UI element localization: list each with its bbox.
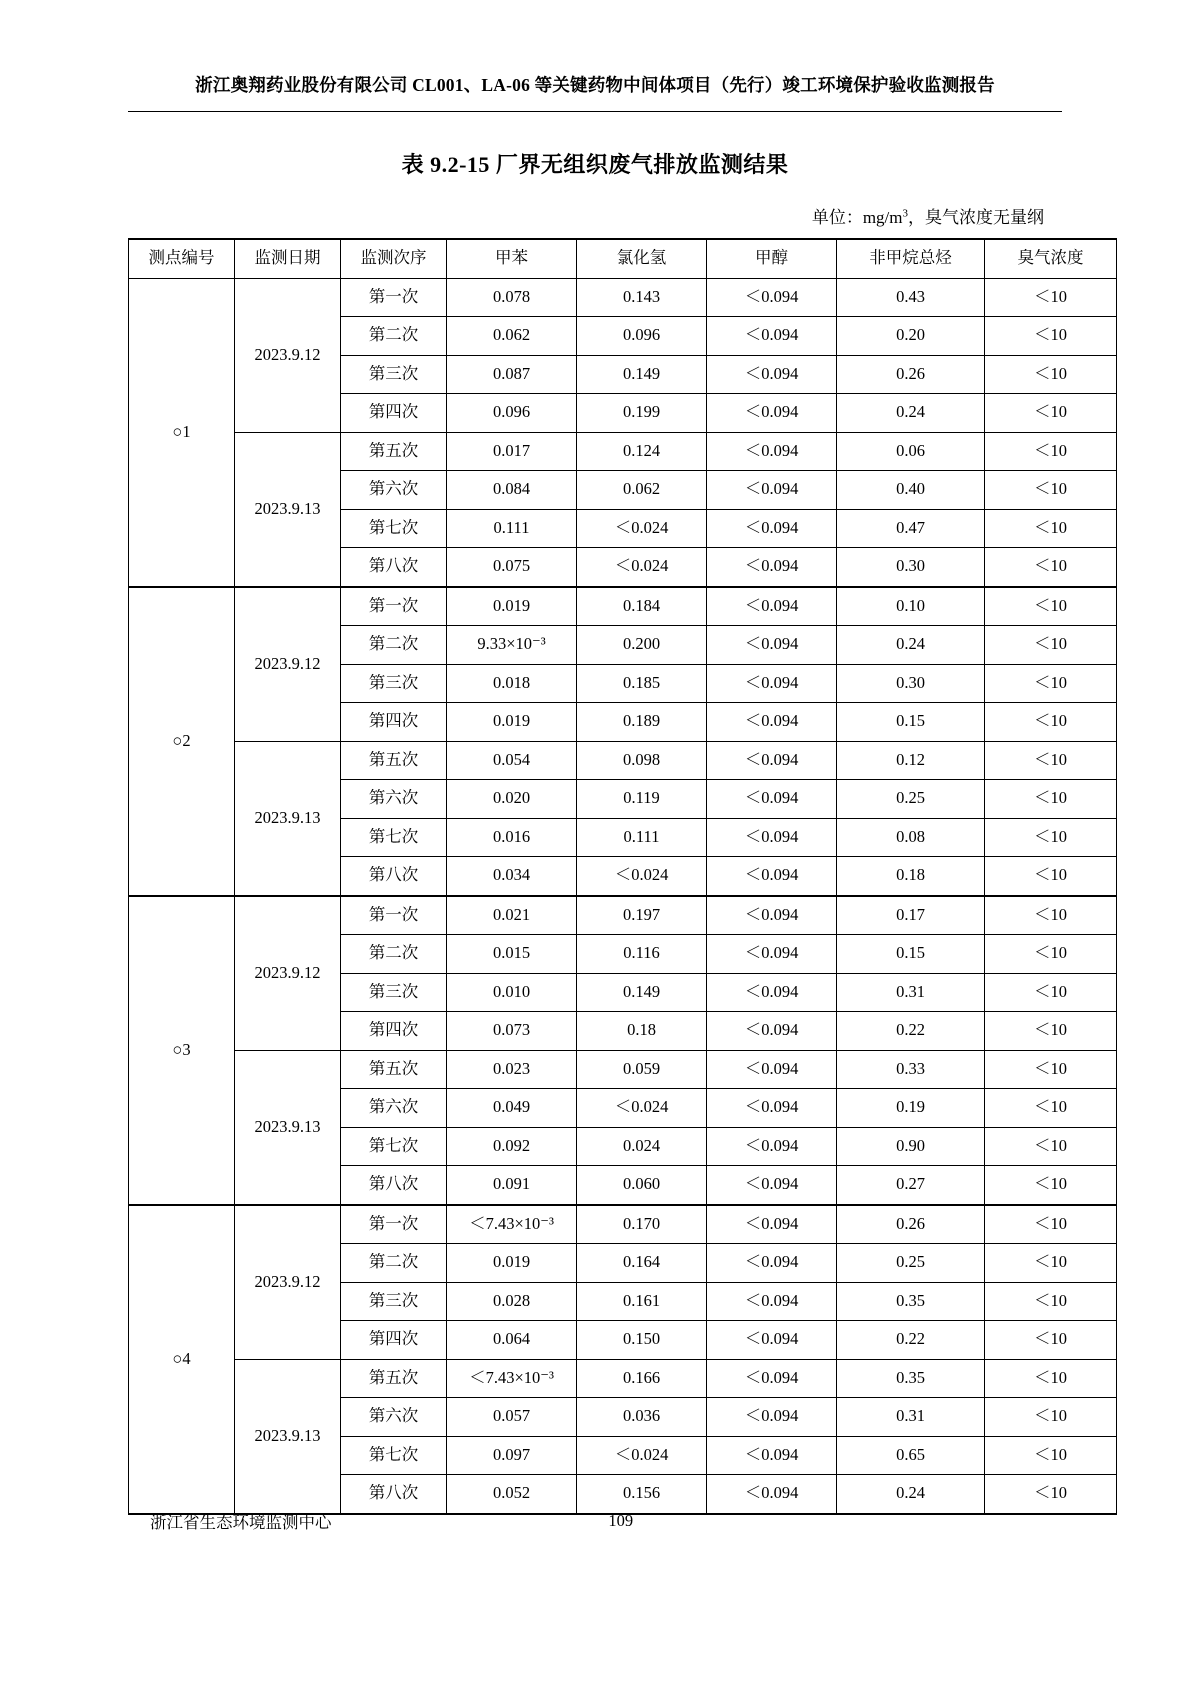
monitor-sequence: 第七次 [341,509,447,548]
value-hcl: 0.098 [577,741,707,780]
value-odor: ＜10 [985,471,1117,510]
value-hcl: 0.189 [577,703,707,742]
value-odor: ＜10 [985,780,1117,819]
value-nmhc: 0.24 [837,1475,985,1514]
value-nmhc: 0.30 [837,548,985,587]
column-header-5: 甲醇 [707,239,837,278]
value-toluene: 0.023 [447,1050,577,1089]
monitor-sequence: 第八次 [341,857,447,896]
value-toluene: 0.016 [447,818,577,857]
value-odor: ＜10 [985,1244,1117,1283]
value-toluene: 0.010 [447,973,577,1012]
value-nmhc: 0.35 [837,1359,985,1398]
monitor-sequence: 第六次 [341,471,447,510]
monitor-sequence: 第一次 [341,896,447,935]
value-hcl: 0.185 [577,664,707,703]
value-methanol: ＜0.094 [707,432,837,471]
value-nmhc: 0.24 [837,626,985,665]
value-odor: ＜10 [985,355,1117,394]
monitor-sequence: 第八次 [341,548,447,587]
value-nmhc: 0.18 [837,857,985,896]
value-hcl: 0.062 [577,471,707,510]
value-odor: ＜10 [985,1359,1117,1398]
footer-organization: 浙江省生态环境监测中心 [150,1514,332,1532]
monitor-sequence: 第二次 [341,935,447,974]
value-methanol: ＜0.094 [707,935,837,974]
monitor-sequence: 第四次 [341,703,447,742]
value-methanol: ＜0.094 [707,896,837,935]
table-row [129,278,1117,317]
monitor-sequence: 第四次 [341,1321,447,1360]
value-nmhc: 0.33 [837,1050,985,1089]
value-nmhc: 0.31 [837,973,985,1012]
value-toluene: 0.054 [447,741,577,780]
value-methanol: ＜0.094 [707,471,837,510]
value-toluene: 0.087 [447,355,577,394]
monitor-sequence: 第五次 [341,432,447,471]
value-hcl: 0.059 [577,1050,707,1089]
column-header-6: 非甲烷总烃 [837,239,985,278]
value-hcl: 0.096 [577,317,707,356]
value-odor: ＜10 [985,1475,1117,1514]
value-toluene: 0.019 [447,587,577,626]
value-methanol: ＜0.094 [707,626,837,665]
value-nmhc: 0.17 [837,896,985,935]
value-odor: ＜10 [985,1205,1117,1244]
value-nmhc: 0.08 [837,818,985,857]
monitor-date: 2023.9.13 [235,432,341,587]
unit-note-superscript: 3 [902,207,908,220]
value-toluene: 0.064 [447,1321,577,1360]
value-hcl: 0.119 [577,780,707,819]
value-toluene: 0.075 [447,548,577,587]
value-odor: ＜10 [985,857,1117,896]
monitor-sequence: 第三次 [341,973,447,1012]
value-odor: ＜10 [985,394,1117,433]
monitor-date: 2023.9.13 [235,1359,341,1514]
value-toluene: 0.017 [447,432,577,471]
value-methanol: ＜0.094 [707,1475,837,1514]
value-toluene: 0.084 [447,471,577,510]
monitor-date: 2023.9.13 [235,1050,341,1205]
running-header: 浙江奥翔药业股份有限公司 CL001、LA-06 等关键药物中间体项目（先行）竣工环境保护验收监测报告 [128,0,1062,112]
value-nmhc: 0.12 [837,741,985,780]
value-odor: ＜10 [985,1127,1117,1166]
value-odor: ＜10 [985,973,1117,1012]
value-nmhc: 0.47 [837,509,985,548]
monitor-sequence: 第一次 [341,1205,447,1244]
value-toluene: 0.057 [447,1398,577,1437]
monitor-sequence: 第三次 [341,355,447,394]
value-hcl: ＜0.024 [577,857,707,896]
value-odor: ＜10 [985,1166,1117,1205]
table-body [129,278,1117,1514]
value-odor: ＜10 [985,741,1117,780]
value-odor: ＜10 [985,1089,1117,1128]
value-odor: ＜10 [985,432,1117,471]
value-hcl: 0.199 [577,394,707,433]
value-toluene: 0.028 [447,1282,577,1321]
value-methanol: ＜0.094 [707,278,837,317]
value-odor: ＜10 [985,587,1117,626]
monitor-date: 2023.9.12 [235,896,341,1051]
monitor-date: 2023.9.12 [235,587,341,742]
value-nmhc: 0.22 [837,1012,985,1051]
monitor-sequence: 第三次 [341,1282,447,1321]
value-odor: ＜10 [985,703,1117,742]
value-nmhc: 0.43 [837,278,985,317]
value-nmhc: 0.26 [837,1205,985,1244]
value-odor: ＜10 [985,1321,1117,1360]
value-toluene: 0.062 [447,317,577,356]
value-methanol: ＜0.094 [707,818,837,857]
value-nmhc: 0.25 [837,1244,985,1283]
value-toluene: 0.049 [447,1089,577,1128]
column-header-3: 甲苯 [447,239,577,278]
value-odor: ＜10 [985,1012,1117,1051]
value-hcl: ＜0.024 [577,509,707,548]
value-hcl: 0.200 [577,626,707,665]
value-hcl: 0.150 [577,1321,707,1360]
table-row [129,1205,1117,1244]
value-nmhc: 0.19 [837,1089,985,1128]
value-methanol: ＜0.094 [707,548,837,587]
value-nmhc: 0.20 [837,317,985,356]
value-hcl: 0.156 [577,1475,707,1514]
value-toluene: 0.097 [447,1436,577,1475]
value-hcl: 0.18 [577,1012,707,1051]
monitor-sequence: 第七次 [341,1436,447,1475]
value-methanol: ＜0.094 [707,1166,837,1205]
table-row [129,741,1117,780]
value-methanol: ＜0.094 [707,1205,837,1244]
monitor-sequence: 第五次 [341,1359,447,1398]
value-odor: ＜10 [985,1436,1117,1475]
measure-point-label: ○3 [129,896,235,1205]
value-nmhc: 0.31 [837,1398,985,1437]
monitor-date: 2023.9.12 [235,1205,341,1360]
unit-note-suffix: ，臭气浓度无量纲 [908,208,1044,227]
value-methanol: ＜0.094 [707,394,837,433]
value-methanol: ＜0.094 [707,741,837,780]
value-odor: ＜10 [985,935,1117,974]
table-row [129,896,1117,935]
value-toluene: 0.019 [447,1244,577,1283]
table-row [129,432,1117,471]
value-methanol: ＜0.094 [707,1321,837,1360]
value-hcl: 0.060 [577,1166,707,1205]
monitor-sequence: 第七次 [341,818,447,857]
table-row [129,587,1117,626]
unit-note-prefix: 单位：mg/m [811,208,903,227]
monitor-sequence: 第二次 [341,1244,447,1283]
value-methanol: ＜0.094 [707,1012,837,1051]
value-odor: ＜10 [985,1398,1117,1437]
value-hcl: 0.164 [577,1244,707,1283]
value-hcl: ＜0.024 [577,548,707,587]
monitor-sequence: 第八次 [341,1166,447,1205]
value-methanol: ＜0.094 [707,1436,837,1475]
value-methanol: ＜0.094 [707,1127,837,1166]
value-hcl: 0.149 [577,355,707,394]
value-methanol: ＜0.094 [707,780,837,819]
monitor-sequence: 第六次 [341,1398,447,1437]
value-hcl: 0.124 [577,432,707,471]
value-hcl: 0.111 [577,818,707,857]
value-toluene: ＜7.43×10⁻³ [447,1359,577,1398]
value-odor: ＜10 [985,509,1117,548]
value-toluene: 0.020 [447,780,577,819]
value-nmhc: 0.30 [837,664,985,703]
value-toluene: 0.018 [447,664,577,703]
value-methanol: ＜0.094 [707,587,837,626]
column-header-7: 臭气浓度 [985,239,1117,278]
table-title: 表 9.2-15 厂界无组织废气排放监测结果 [401,152,789,177]
value-odor: ＜10 [985,664,1117,703]
value-toluene: 0.096 [447,394,577,433]
value-methanol: ＜0.094 [707,1244,837,1283]
monitor-sequence: 第二次 [341,626,447,665]
measure-point-label: ○4 [129,1205,235,1514]
value-nmhc: 0.24 [837,394,985,433]
column-header-2: 监测次序 [341,239,447,278]
value-nmhc: 0.35 [837,1282,985,1321]
monitor-date: 2023.9.13 [235,741,341,896]
value-hcl: 0.149 [577,973,707,1012]
value-hcl: 0.116 [577,935,707,974]
value-toluene: 0.091 [447,1166,577,1205]
monitor-sequence: 第六次 [341,780,447,819]
value-toluene: 0.019 [447,703,577,742]
value-methanol: ＜0.094 [707,1398,837,1437]
value-toluene: 0.092 [447,1127,577,1166]
value-odor: ＜10 [985,1282,1117,1321]
value-nmhc: 0.25 [837,780,985,819]
value-hcl: 0.197 [577,896,707,935]
table-head [129,239,1117,278]
value-methanol: ＜0.094 [707,1089,837,1128]
column-header-4: 氯化氢 [577,239,707,278]
value-methanol: ＜0.094 [707,317,837,356]
value-odor: ＜10 [985,548,1117,587]
value-methanol: ＜0.094 [707,1282,837,1321]
monitor-date: 2023.9.12 [235,278,341,432]
value-hcl: 0.036 [577,1398,707,1437]
monitoring-results-table [128,238,1117,1515]
monitor-sequence: 第六次 [341,1089,447,1128]
page-footer [0,1508,1190,1683]
monitor-sequence: 第七次 [341,1127,447,1166]
value-hcl: 0.161 [577,1282,707,1321]
value-hcl: 0.024 [577,1127,707,1166]
measure-point-label: ○2 [129,587,235,896]
monitor-sequence: 第八次 [341,1475,447,1514]
monitor-sequence: 第五次 [341,1050,447,1089]
value-odor: ＜10 [985,818,1117,857]
monitor-sequence: 第五次 [341,741,447,780]
value-nmhc: 0.90 [837,1127,985,1166]
value-methanol: ＜0.094 [707,703,837,742]
value-hcl: 0.143 [577,278,707,317]
value-methanol: ＜0.094 [707,1359,837,1398]
value-toluene: 0.078 [447,278,577,317]
value-nmhc: 0.27 [837,1166,985,1205]
value-toluene: 0.073 [447,1012,577,1051]
value-methanol: ＜0.094 [707,857,837,896]
value-nmhc: 0.15 [837,703,985,742]
table-row [129,1050,1117,1089]
value-nmhc: 0.22 [837,1321,985,1360]
value-methanol: ＜0.094 [707,973,837,1012]
monitor-sequence: 第二次 [341,317,447,356]
value-toluene: ＜7.43×10⁻³ [447,1205,577,1244]
value-methanol: ＜0.094 [707,355,837,394]
value-toluene: 0.034 [447,857,577,896]
table-header-row [129,239,1117,278]
value-toluene: 0.052 [447,1475,577,1514]
footer-page-number: 109 [608,1511,634,1530]
monitor-sequence: 第一次 [341,587,447,626]
value-nmhc: 0.65 [837,1436,985,1475]
monitor-sequence: 第一次 [341,278,447,317]
value-nmhc: 0.10 [837,587,985,626]
value-toluene: 0.021 [447,896,577,935]
value-toluene: 0.015 [447,935,577,974]
value-nmhc: 0.06 [837,432,985,471]
value-hcl: ＜0.024 [577,1436,707,1475]
value-methanol: ＜0.094 [707,509,837,548]
value-hcl: ＜0.024 [577,1089,707,1128]
value-hcl: 0.166 [577,1359,707,1398]
value-nmhc: 0.15 [837,935,985,974]
value-hcl: 0.170 [577,1205,707,1244]
value-methanol: ＜0.094 [707,1050,837,1089]
measure-point-label: ○1 [129,278,235,587]
value-methanol: ＜0.094 [707,664,837,703]
value-odor: ＜10 [985,278,1117,317]
unit-note [128,203,1062,228]
column-header-1: 监测日期 [235,239,341,278]
monitor-sequence: 第四次 [341,394,447,433]
value-nmhc: 0.40 [837,471,985,510]
monitor-sequence: 第三次 [341,664,447,703]
value-odor: ＜10 [985,626,1117,665]
table-row [129,1359,1117,1398]
value-odor: ＜10 [985,1050,1117,1089]
column-header-0: 测点编号 [129,239,235,278]
value-nmhc: 0.26 [837,355,985,394]
value-hcl: 0.184 [577,587,707,626]
value-toluene: 9.33×10⁻³ [447,626,577,665]
value-odor: ＜10 [985,896,1117,935]
monitor-sequence: 第四次 [341,1012,447,1051]
value-toluene: 0.111 [447,509,577,548]
value-odor: ＜10 [985,317,1117,356]
